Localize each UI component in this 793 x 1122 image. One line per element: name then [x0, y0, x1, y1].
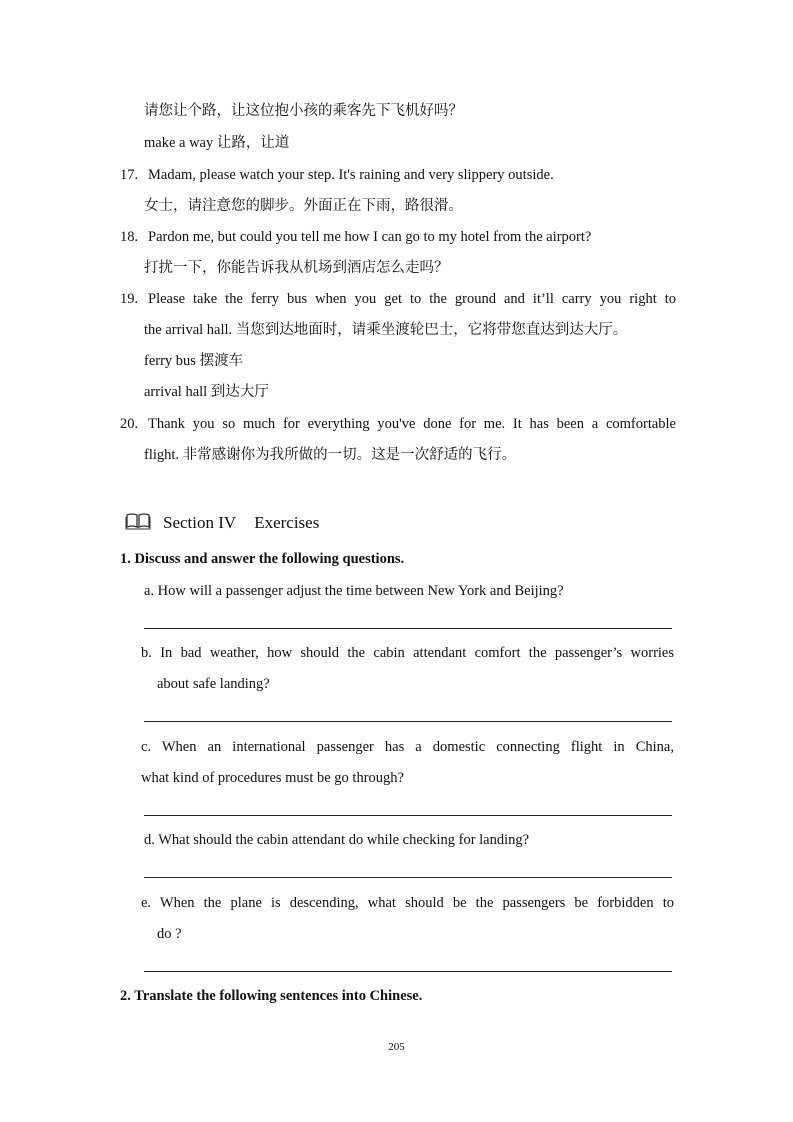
answer-line-c[interactable]	[144, 815, 672, 816]
section-label: Section IV	[163, 513, 237, 532]
page-number: 205	[388, 1041, 405, 1053]
exercise-1-heading: 1. Discuss and answer the following questions.	[120, 551, 405, 567]
question-e-line2: do ?	[157, 926, 182, 942]
sentence-number: 20.	[120, 416, 139, 432]
answer-line-a[interactable]	[144, 628, 672, 629]
section-title	[163, 512, 319, 534]
answer-line-b[interactable]	[144, 721, 672, 722]
sentence-19-line1: Please take the ferry bus when you get to the ground and it’ll carry you right to	[148, 291, 676, 307]
question-b-line1: b. In bad weather, how should the cabin attendant comfort the passenger’s worries	[141, 645, 674, 661]
sentence-18-zh: 打扰一下，你能告诉我从机场到酒店怎么走吗？	[144, 260, 449, 276]
sentence-18-en: Pardon me, but could you tell me how I can go to my hotel from the airport?	[148, 229, 592, 245]
vocab-term-make-a-way: make a way 让路，让道	[144, 135, 290, 151]
book-icon	[125, 512, 151, 530]
answer-line-e[interactable]	[144, 971, 672, 972]
sentence-number: 17.	[120, 167, 139, 183]
question-d: d. What should the cabin attendant do while checking for landing?	[144, 832, 530, 848]
sentence-number: 19.	[120, 291, 139, 307]
question-c-line2: what kind of procedures must be go through?	[141, 770, 404, 786]
sentence-number: 18.	[120, 229, 139, 245]
question-b-line2: about safe landing?	[157, 676, 270, 692]
vocab-sentence-zh: 请您让个路，让这位抱小孩的乘客先下飞机好吗？	[144, 103, 463, 119]
exercise-2-heading: 2. Translate the following sentences into Chinese.	[120, 988, 423, 1004]
sentence-20-line1: Thank you so much for everything you've done for me. It has been a comfortable	[148, 416, 676, 432]
sentence-20-line2: flight. 非常感谢你为我所做的一切。这是一次舒适的飞行。	[144, 447, 517, 463]
question-a: a. How will a passenger adjust the time between New York and Beijing?	[144, 583, 564, 599]
question-e-line1: e. When the plane is descending, what should be the passengers be forbidden to	[141, 895, 674, 911]
sentence-17-zh: 女士，请注意您的脚步。外面正在下雨，路很滑。	[144, 198, 463, 214]
sentence-17-en: Madam, please watch your step. It's raining and very slippery outside.	[148, 167, 554, 183]
sentence-19-line2: the arrival hall. 当您到达地面时，请乘坐渡轮巴士，它将带您直达到达大厅。	[144, 322, 628, 338]
answer-line-d[interactable]	[144, 877, 672, 878]
section-name: Exercises	[254, 513, 320, 532]
vocab-term-arrival-hall: arrival hall 到达大厅	[144, 384, 269, 400]
vocab-term-ferry-bus: ferry bus 摆渡车	[144, 353, 244, 369]
question-c-line1: c. When an international passenger has a domestic connecting flight in China,	[141, 739, 674, 755]
